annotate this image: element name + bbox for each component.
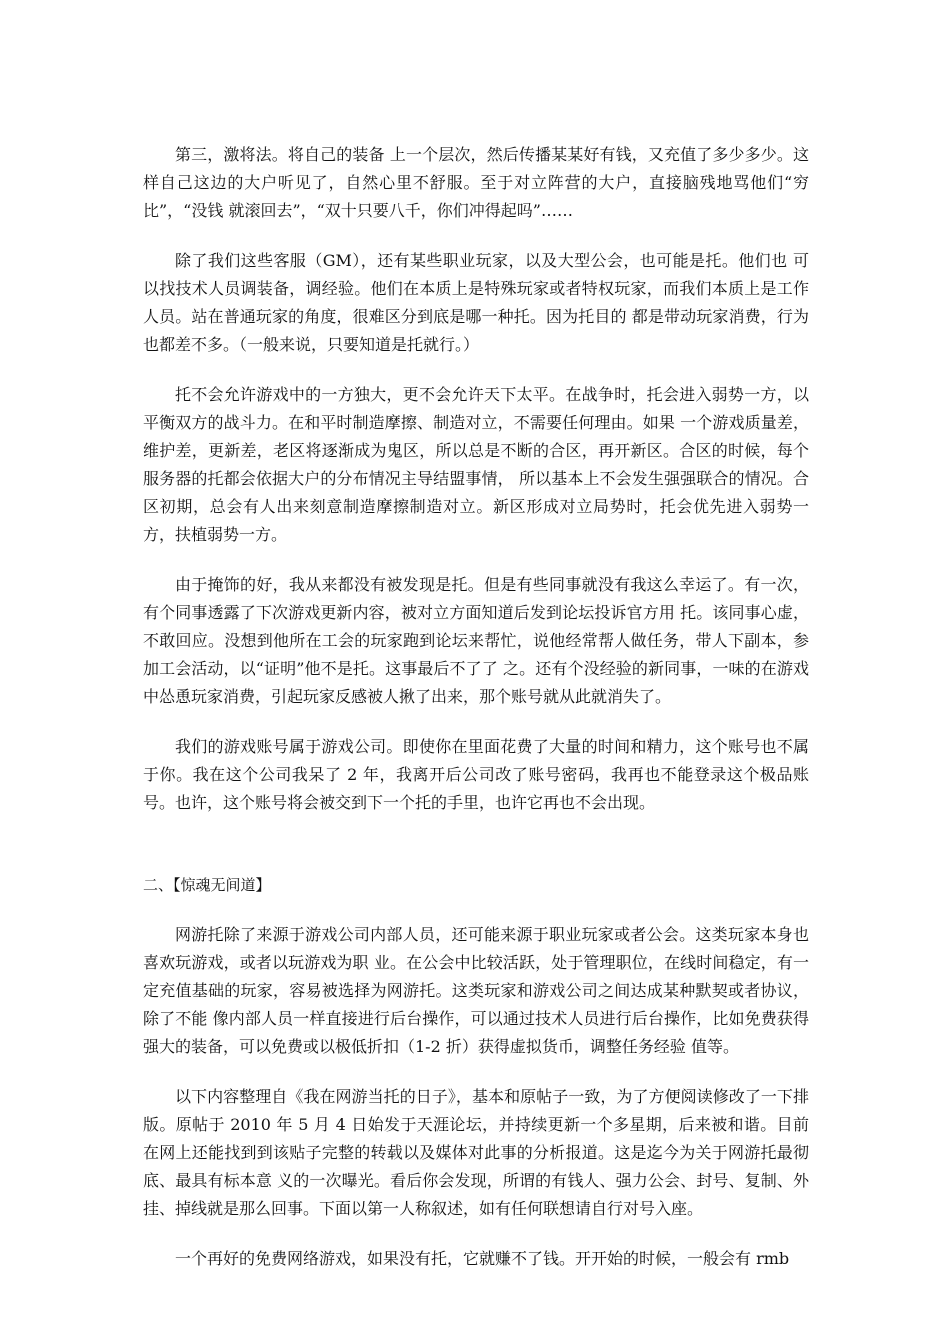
document-body [143, 141, 809, 1295]
section-heading: 二、【惊魂无间道】 [143, 876, 271, 894]
paragraph-account-ownership: 我们的游戏账号属于游戏公司。即使你在里面花费了大量的时间和精力，这个账号也不属于你。我在这个公司我呆了 2 年，我离开后公司改了账号密码，我再也不能登录这个极品账号。也许，这个账号将会被交到下一个托的手里，也许它再也不会出现。 [143, 737, 809, 812]
paragraph-free-games: 一个再好的免费网络游戏，如果没有托，它就赚不了钱。开开始的时候，一般会有 rmb [175, 1249, 790, 1268]
paragraph-gm-and-players: 除了我们这些客服（GM），还有某些职业玩家，以及大型公会，也可能是托。他们也 可以找技术人员调装备，调经验。他们在本质上是特殊玩家或者特权玩家，而我们本质上是工作人员。站在普通玩家的角度，很难区分到底是哪一种托。因为托目的 都是带动玩家消费，行为也都差不多。（一般来说，只要知道是托就行。） [143, 251, 809, 354]
paragraph-disguise: 由于掩饰的好，我从来都没有被发现是托。但是有些同事就没有我这么幸运了。有一次，有个同事透露了下次游戏更新内容，被对立方面知道后发到论坛投诉官方用 托。该同事心虚，不敢回应。没想到他所在工会的玩家跑到论坛来帮忙，说他经常帮人做任务，带人下副本，参加工会活动，以“证明”他不是托。这事最后不了了 之。还有个没经验的新同事，一味的在游戏中怂恿玩家消费，引起玩家反感被人揪了出来，那个账号就从此就消失了。 [143, 575, 809, 706]
paragraph-origin-note: 以下内容整理自《我在网游当托的日子》，基本和原帖子一致，为了方便阅读修改了一下排版。原帖于 2010 年 5 月 4 日始发于天涯论坛，并持续更新一个多星期，后来被和谐。目前在网上还能找到到该贴子完整的转载以及媒体对此事的分析报道。这是迄今为关于网游托最彻底、最具有标本意 义的一次曝光。看后你会发现，所谓的有钱人、强力公会、封号、复制、外挂、掉线就是那么回事。下面以第一人称叙述，如有任何联想请自行对号入座。 [143, 1087, 809, 1218]
paragraph-provocation: 第三，激将法。将自己的装备 上一个层次，然后传播某某好有钱，又充值了多少多少。这样自己这边的大户听见了，自然心里不舒服。至于对立阵营的大户，直接脑残地骂他们“穷比”，“没钱 就滚回去”，“双十只要八千，你们冲得起吗”…… [143, 145, 809, 220]
paragraph-sources: 网游托除了来源于游戏公司内部人员，还可能来源于职业玩家或者公会。这类玩家本身也喜欢玩游戏，或者以玩游戏为职 业。在公会中比较活跃，处于管理职位，在线时间稳定，有一定充值基础的玩家，容易被选择为网游托。这类玩家和游戏公司之间达成某种默契或者协议，除了不能 像内部人员一样直接进行后台操作，可以通过技术人员进行后台操作，比如免费获得强大的装备，可以免费或以极低折扣（1-2 折）获得虚拟货币，调整任务经验 值等。 [143, 925, 809, 1056]
paragraph-balance: 托不会允许游戏中的一方独大，更不会允许天下太平。在战争时，托会进入弱势一方，以平衡双方的战斗力。在和平时制造摩擦、制造对立，不需要任何理由。如果 一个游戏质量差，维护差，更新差，老区将逐渐成为鬼区，所以总是不断的合区，再开新区。合区的时候，每个服务器的托都会依据大户的分布情况主导结盟事情， 所以基本上不会发生强强联合的情况。合区初期，总会有人出来刻意制造摩擦制造对立。新区形成对立局势时，托会优先进入弱势一方，扶植弱势一方。 [143, 385, 809, 544]
